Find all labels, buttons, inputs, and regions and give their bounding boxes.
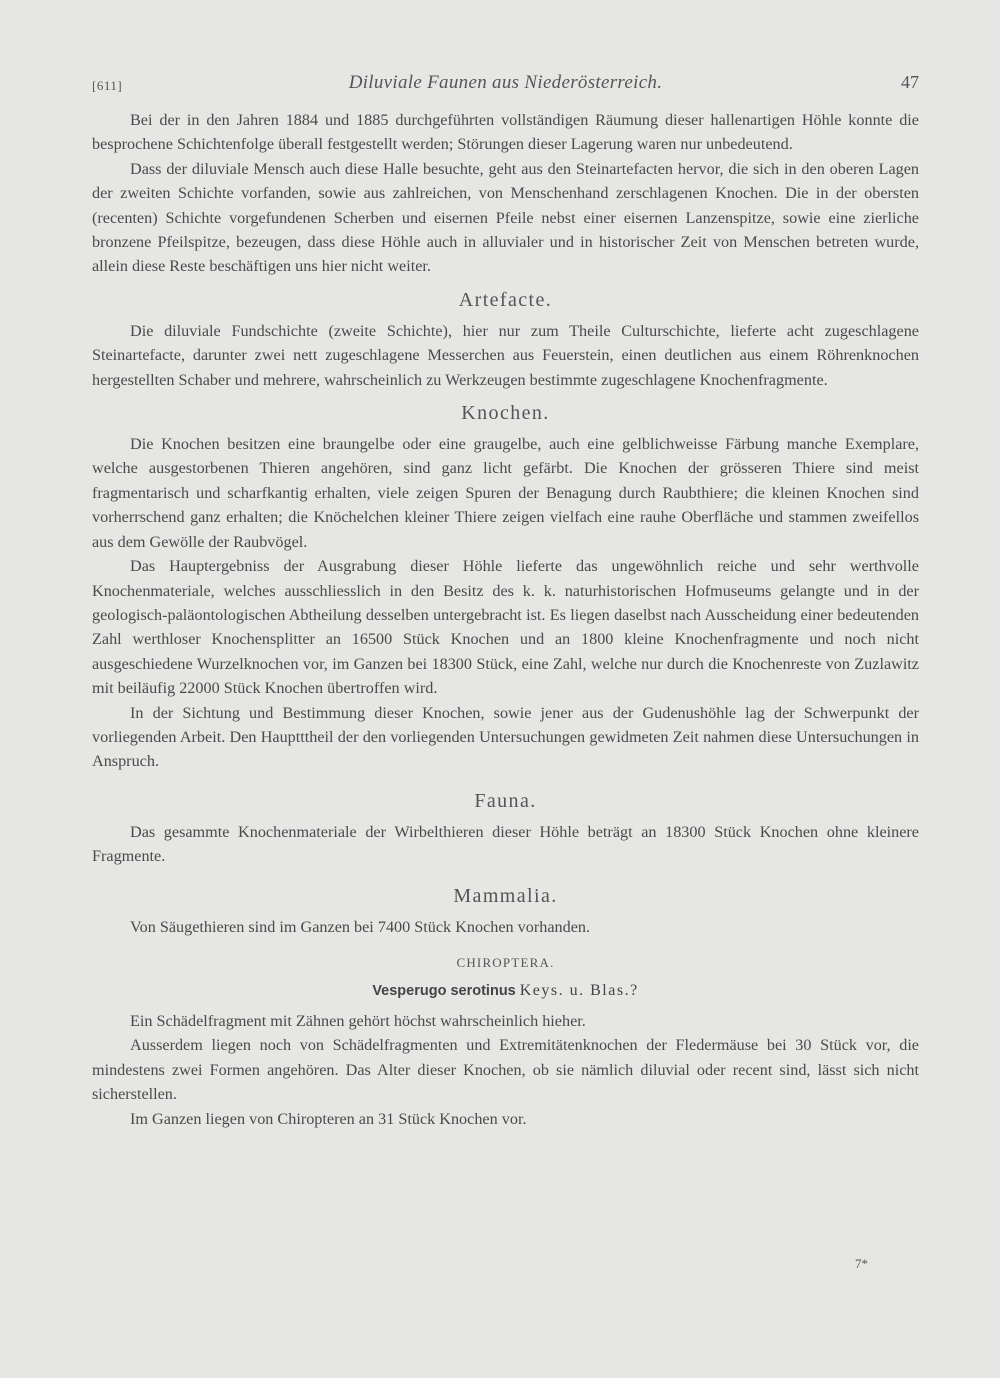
- page-reference: [611]: [92, 78, 123, 93]
- paragraph-7: Das gesammte Knochenmateriale der Wirbelthieren dieser Höhle beträgt an 18300 Stück Knochen ohne kleinere Fragmente.: [92, 822, 919, 866]
- heading-fauna: Fauna.: [474, 789, 537, 812]
- page-number: 47: [901, 72, 919, 92]
- paragraph-11: Im Ganzen liegen von Chiropteren an 31 Stück Knochen vor.: [130, 1109, 527, 1128]
- running-title: Diluviale Faunen aus Niederösterreich.: [348, 72, 663, 93]
- paragraph-3: Die diluviale Fundschichte (zweite Schichte), hier nur zum Theile Culturschichte, lieferte acht zugeschlagene Steinartefacte, darunter zwei nett zugeschlagene Messerchen aus Feuerstein, einen deutlichen aus einem Röhrenknochen hergestellten Schaber und mehrere, wahrscheinlich zu Werkzeugen bestimmte zugeschlagene Knochenfragmente.: [92, 321, 919, 389]
- heading-chiroptera: CHIROPTERA.: [456, 954, 555, 970]
- species-heading: [92, 979, 919, 1003]
- paragraph-5: Das Hauptergebniss der Ausgrabung dieser Höhle lieferte das ungewöhnlich reiche und sehr werthvolle Knochenmateriale, welches ausschliesslich in den Besitz des k. k. naturhistorischen Hofmuseums gelangte und in der geologisch-paläontologischen Abtheilung desselben untergebracht ist. Es liegen daselbst nach Ausscheidung einer bedeutenden Zahl werthloser Knochensplitter an 16500 Stück Knochen und an 1800 kleine Knochenfragmente und noch nicht ausgeschiedene Wurzelknochen vor, im Ganzen bei 18300 Stück, eine Zahl, welche nur durch die Knochenreste von Zuzlawitz mit beiläufig 22000 Stück Knochen übertroffen wird.: [92, 557, 919, 698]
- heading-mammalia: Mammalia.: [453, 884, 558, 907]
- running-header: [92, 72, 919, 98]
- paragraph-1: Bei der in den Jahren 1884 und 1885 durchgeführten vollständigen Räumung dieser hallenartigen Höhle konnte die besprochene Schichtenfolge überall festgestellt werden; Störungen dieser Lagerung waren nur unbedeutend.: [92, 111, 919, 154]
- body-text: [92, 108, 919, 1131]
- signature-mark: 7*: [855, 1256, 868, 1271]
- species-author: Keys. u. Blas.?: [519, 981, 639, 999]
- species-name: Vesperugo serotinus: [372, 982, 516, 999]
- heading-knochen: Knochen.: [461, 402, 550, 425]
- paragraph-9: Ein Schädelfragment mit Zähnen gehört höchst wahrscheinlich hieher.: [130, 1011, 586, 1030]
- paragraph-2: Dass der diluviale Mensch auch diese Halle besuchte, geht aus den Steinartefacten hervor, die sich in den oberen Lagen der zweiten Schichte vorfanden, sowie aus zahlreichen, von Menschenhand zerschlagenen Knochen. Die in der obersten (recenten) Schichte vorgefundenen Scherben und eisernen Pfeile nebst einer eisernen Lanzenspitze, sowie eine zierliche bronzene Pfeilspitze, bezeugen, dass diese Höhle auch in alluvialer und in historischer Zeit von Menschen betreten wurde, allein diese Reste beschäftigen uns hier nicht weiter.: [92, 159, 919, 276]
- paragraph-4: Die Knochen besitzen eine braungelbe oder eine graugelbe, auch eine gelblichweisse Färbung manche Exemplare, welche ausgestorbenen Thieren angehören, sind ganz licht gefärbt. Die Knochen der grösseren Thiere sind meist fragmentarisch und scharfkantig erhalten, viele zeigen Spuren der Benagung durch Raubthiere; die kleinen Knochen sind vorherrschend ganz erhalten; die Knöchelchen kleiner Thiere zeigen vielfach eine rauhe Oberfläche und stammen zweifellos aus dem Gewölle der Raubvögel.: [92, 435, 919, 551]
- paragraph-10: Ausserdem liegen noch von Schädelfragmenten und Extremitätenknochen der Fledermäuse bei 30 Stück vor, die mindestens zwei Formen angehören. Das Alter dieser Knochen, ob sie nämlich diluvial oder recent sind, lässt sich nicht sicherstellen.: [92, 1036, 919, 1104]
- paragraph-6: In der Sichtung und Bestimmung dieser Knochen, sowie jener aus der Gudenushöhle lag der Schwerpunkt der vorliegenden Arbeit. Den Hauptttheil der den vorliegenden Untersuchungen gewidmeten Zeit nahmen diese Untersuchungen in Anspruch.: [92, 703, 919, 771]
- heading-artefacte: Artefacte.: [458, 288, 553, 311]
- paragraph-8: Von Säugethieren sind im Ganzen bei 7400 Stück Knochen vorhanden.: [130, 917, 591, 936]
